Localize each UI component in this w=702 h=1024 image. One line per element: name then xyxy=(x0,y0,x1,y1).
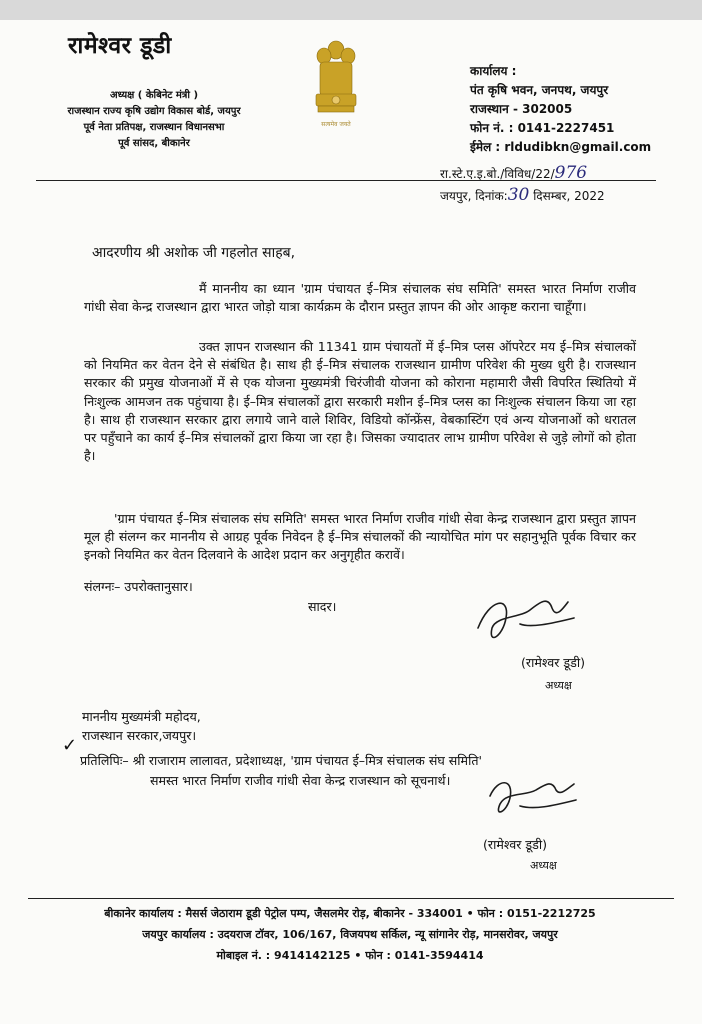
reference-handwritten-number: 976 xyxy=(554,163,588,183)
reference-block xyxy=(440,163,605,207)
body-paragraph-3: 'ग्राम पंचायत ई–मित्र संचालक संघ समिति' समस्त भारत निर्माण राजीव गांधी सेवा केन्द्र राजस्थान द्वारा प्रस्तुत ज्ञापन मूल ही संलग्न कर माननीय से आग्रह पूर्वक निवेदन है ई–मित्र संचालकों की न्यायोचित मांग पर सहानुभूति पूर्वक विचार कर इनको नियमित कर वेतन दिलवाने के आदेश प्रदान कर अनुगृहीत करावें। xyxy=(84,511,636,563)
body-paragraph-1: मैं माननीय का ध्यान 'ग्राम पंचायत ई–मित्र संचालक संघ समिति' समस्त भारत निर्माण राजीव गांधी सेवा केन्द्र राजस्थान द्वारा भारत जोड़ो यात्रा कार्यक्रम के दौरान प्रस्तुत ज्ञापन की ओर आकृष्ट कराना चाहूँगा। xyxy=(84,281,636,315)
date-handwritten-day: 30 xyxy=(507,185,530,205)
date-prefix: जयपुर, दिनांक: xyxy=(440,189,508,203)
signatory-name: (रामेश्वर डूडी) xyxy=(521,655,586,670)
body-paragraph-2: उक्त ज्ञापन राजस्थान की 11341 ग्राम पंचायतों में ई–मित्र प्लस ऑपरेटर मय ई–मित्र संचालकों को नियमित कर वेतन देने से संबंधित है। साथ ही ई–मित्र संचालक राजस्थान ग्रामीण परिवेश की मुख्य धुरी है। राजस्थान सरकार की प्रमुख योजनाओं में से एक योजना मुख्यमंत्री चिरंजीवी योजना को कोराना महामारी जैसी विपरित स्थितियो में निःशुल्क आमजन तक पहुंचाया है। ई–मित्र संचालकों द्वारा सरकारी मशीन ई–मित्र प्लस का निःशुल्क संचालन किया जा रहा है। साथ ही राजस्थान सरकार द्वारा लगाये जाने वाले शिविर, विडियो कॉन्फ्रेंस, वेबकास्टिंग एवं अन्य योजनाओं को धरातल पर पहुँचाने का कार्य ई–मित्र संचालकों द्वारा किया जा रहा है। जिसका ज्यादातर लाभ ग्रामीण परिवेश से जुड़े लोगों को होता है। xyxy=(84,339,636,464)
letterhead-office-address xyxy=(470,62,651,157)
designation-line: पूर्व नेता प्रतिपक्ष, राजस्थान विधानसभा xyxy=(83,122,225,133)
signature-image xyxy=(480,766,580,836)
footer-line: जयपुर कार्यालय : उदयराज टॉवर, 106/167, विजयपथ सर्किल, न्यू सांगानेर रोड़, मानसरोवर, जयपुर xyxy=(142,928,558,941)
address-line: फोन नं. : 0141-2227451 xyxy=(470,121,615,135)
address-line: कार्यालय : xyxy=(470,64,517,78)
footer-line: बीकानेर कार्यालय : मैसर्स जेठाराम डूडी पेट्रोल पम्प, जैसलमेर रोड़, बीकानेर - 334001 • फोन : 0151-2212725 xyxy=(104,907,596,920)
footer-addresses xyxy=(30,903,670,966)
signature-image xyxy=(470,588,580,658)
reference-number xyxy=(440,163,605,185)
state-emblem-icon xyxy=(310,34,362,130)
designation-line: अध्यक्ष ( केबिनेट मंत्री ) xyxy=(109,90,199,101)
designation-line: राजस्थान राज्य कृषि उद्योग विकास बोर्ड, जयपुर xyxy=(67,106,241,117)
salutation: आदरणीय श्री अशोक जी गहलोत साहब, xyxy=(92,245,296,261)
footer-line: मोबाइल नं. : 9414142125 • फोन : 0141-3594414 xyxy=(216,949,484,962)
date-month-year: दिसम्बर, 2022 xyxy=(533,189,605,203)
copy-to-line: प्रतिलिपिः– श्री राजाराम लालावत, प्रदेशाध्यक्ष, 'ग्राम पंचायत ई–मित्र संचालक संघ समिति' xyxy=(80,753,482,768)
address-line: राजस्थान - 302005 xyxy=(470,102,573,116)
letterhead-designations xyxy=(34,88,274,152)
enclosure-line: संलग्नः– उपरोक्तानुसार। xyxy=(84,579,193,594)
footer-divider xyxy=(28,898,674,899)
designation-line: पूर्व सांसद, बीकानेर xyxy=(118,138,190,149)
copy-to-line: समस्त भारत निर्माण राजीव गांधी सेवा केन्द्र राजस्थान को सूचनार्थ। xyxy=(150,773,451,788)
closing: सादर। xyxy=(308,599,337,614)
check-mark-icon: ✓ xyxy=(62,735,78,756)
addressee-line: राजस्थान सरकार,जयपुर। xyxy=(82,728,197,743)
reference-prefix: रा.स्टे.ए.इ.बो./विविध/22/ xyxy=(440,167,555,181)
signatory-designation: अध्यक्ष xyxy=(545,679,572,692)
address-line: ईमेल : rldudibkn@gmail.com xyxy=(470,140,652,154)
address-line: पंत कृषि भवन, जनपथ, जयपुर xyxy=(470,83,609,97)
signatory-designation: अध्यक्ष xyxy=(530,859,557,872)
emblem-motto: सत्यमेव जयते xyxy=(321,121,351,128)
addressee-line: माननीय मुख्यमंत्री महोदय, xyxy=(82,709,201,724)
signatory-name: (रामेश्वर डूडी) xyxy=(483,837,548,852)
letterhead-name: रामेश्वर डूडी xyxy=(68,33,172,59)
letter-date xyxy=(440,185,605,207)
